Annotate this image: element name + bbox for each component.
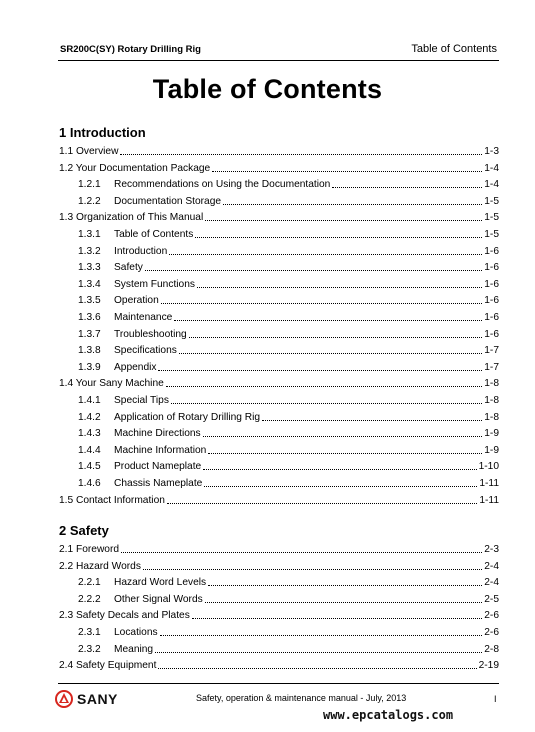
toc-entry-number: 1.3.9 [78,361,101,373]
toc-entry[interactable] [78,391,499,407]
toc-entry-title: Troubleshooting [114,328,187,340]
toc-entry-page: 1-6 [484,328,499,340]
dot-leader [212,171,482,172]
brand-name: SANY [77,691,118,707]
toc-entry-number: 1.4.5 [78,461,101,473]
toc-entry[interactable] [78,325,499,341]
toc-entry-page: 1-9 [484,444,499,456]
toc-entry-number: 2.3.1 [78,627,101,638]
toc-entry-page: 2-6 [484,627,499,638]
toc-entry-page: 1-8 [484,411,499,423]
toc-entry[interactable] [78,291,499,307]
toc-entry-title: Documentation Storage [114,195,222,207]
toc-entry-title: Locations [114,627,158,638]
toc-entry-page: 1-7 [484,361,499,373]
toc-entry-number: 1.3.6 [78,312,101,323]
dot-leader [174,320,482,321]
toc-entry[interactable] [78,308,499,324]
toc-entry[interactable] [78,640,499,656]
dot-leader [205,220,482,221]
toc-entry[interactable] [78,573,499,589]
toc-entry-number: 1.3.5 [78,295,101,307]
footer-logo [55,690,118,708]
dot-leader [192,618,482,619]
toc-entry-number: 1.4.1 [78,395,101,406]
toc-entry-number: 1.3.4 [78,278,101,290]
dot-leader [167,503,477,504]
toc-entry[interactable] [78,242,499,258]
toc-entry-page: 1-6 [484,295,499,307]
toc-entry-title: Product Nameplate [114,461,202,473]
toc-entry-title: 1.1 Overview [59,146,119,157]
toc-entry-page: 1-6 [484,262,499,274]
dot-leader [145,270,482,271]
toc-entry[interactable] [59,491,499,507]
toc-entry[interactable] [78,457,499,473]
toc-entry-page: 1-3 [484,146,499,157]
toc-entry[interactable] [78,341,499,357]
toc-entry-page: 1-4 [484,162,499,174]
toc-entry[interactable] [78,258,499,274]
toc-entry-title: 1.2 Your Documentation Package [59,162,211,174]
dot-leader [208,453,482,454]
toc-entry-title: 1.4 Your Sany Machine [59,378,164,390]
toc-entry[interactable] [78,424,499,440]
toc-entry-number: 1.4.2 [78,411,101,423]
dot-leader [158,668,476,669]
dot-leader [205,602,483,603]
toc-entry-title: Recommendations on Using the Documentation [114,179,331,191]
toc-entry-title: Specifications [114,345,177,357]
toc-entry-page: 1-10 [478,461,499,473]
toc-entry-title: 1.5 Contact Information [59,494,165,506]
toc-entry[interactable] [78,358,499,374]
toc-entry-number: 1.3.1 [78,229,101,240]
toc-entry-title: Other Signal Words [114,593,203,605]
toc-entry[interactable] [78,623,499,639]
toc-entry[interactable] [78,225,499,241]
toc-entry-title: Table of Contents [114,229,194,240]
dot-leader [166,386,482,387]
toc-entry-page: 2-8 [484,643,499,655]
toc-entry-number: 1.3.3 [78,262,101,274]
toc-entry[interactable] [78,590,499,606]
toc-entry-number: 2.2.1 [78,577,101,589]
dot-leader [197,287,482,288]
toc-entry-title: Maintenance [114,312,173,323]
toc-entry-page: 1-5 [484,195,499,207]
toc-entry-number: 1.3.2 [78,245,101,257]
toc-entry-page: 2-5 [484,593,499,605]
page-title: Table of Contents [152,74,383,104]
section-heading: 2 Safety [59,523,109,538]
toc-entry-title: Safety [114,262,143,274]
toc-entry-title: 2.4 Safety Equipment [59,660,157,672]
toc-entry-page: 1-5 [484,229,499,240]
footer-manual-line: Safety, operation & maintenance manual - July, 2013 [196,693,407,703]
toc-entry[interactable] [59,557,499,573]
toc-entry-page: 1-11 [479,478,499,489]
toc-entry-title: Special Tips [114,395,169,406]
toc-entry-number: 1.2.1 [78,179,101,191]
header-rule [58,60,499,61]
toc-entry-page: 2-4 [484,577,499,589]
toc-entry-title: Appendix [114,361,157,373]
toc-entry-title: Machine Information [114,444,207,456]
toc-entry-number: 2.3.2 [78,643,101,655]
toc-entry-page: 1-8 [484,378,499,390]
toc-entry-number: 2.2.2 [78,593,101,605]
toc-entry[interactable] [78,441,499,457]
dot-leader [208,585,482,586]
toc-entry[interactable] [59,208,499,224]
dot-leader [161,303,483,304]
toc-entry-title: Application of Rotary Drilling Rig [114,411,261,423]
toc-entry-title: Meaning [114,643,154,655]
toc-entry-page: 1-8 [484,395,499,406]
toc-entry-title: 2.2 Hazard Words [59,560,141,572]
toc-entry[interactable] [78,192,499,208]
dot-leader [223,204,482,205]
dot-leader [189,337,483,338]
header-section-title: Table of Contents [411,43,497,55]
dot-leader [171,403,482,404]
header-doc-title: SR200C(SY) Rotary Drilling Rig [60,44,201,55]
footer-page-number: I [494,694,497,704]
toc-entry-page: 1-5 [484,212,499,224]
toc-entry-page: 1-6 [484,312,499,323]
dot-leader [158,370,482,371]
toc-entry[interactable] [59,142,499,158]
dot-leader [179,353,482,354]
toc-entry[interactable] [59,656,499,672]
toc-entry[interactable] [59,606,499,622]
toc-entry[interactable] [78,175,499,191]
dot-leader [160,635,483,636]
toc-entry[interactable] [59,540,499,556]
dot-leader [155,652,482,653]
dot-leader [203,469,476,470]
dot-leader [195,237,482,238]
watermark: www.epcatalogs.com [323,708,454,722]
footer-rule [58,683,499,684]
toc-entry[interactable] [59,159,499,175]
toc-entry-number: 1.4.4 [78,444,101,456]
toc-entry-page: 1-7 [484,345,499,357]
toc-entry-page: 1-6 [484,245,499,257]
toc-entry[interactable] [78,408,499,424]
toc-entry-page: 2-3 [484,544,499,555]
toc-entry-title: System Functions [114,278,195,290]
toc-entry-title: Introduction [114,245,168,257]
dot-leader [169,254,482,255]
toc-entry-page: 2-19 [478,660,499,672]
toc-entry-page: 2-4 [484,560,499,572]
toc-entry-title: 2.1 Foreword [59,544,120,555]
toc-entry[interactable] [78,474,499,490]
toc-entry-number: 1.3.7 [78,328,101,340]
toc-entry[interactable] [59,374,499,390]
dot-leader [120,154,482,155]
toc-entry-title: 1.3 Organization of This Manual [59,212,204,224]
toc-entry-page: 1-6 [484,278,499,290]
toc-entry[interactable] [78,275,499,291]
sany-logo-icon [55,690,73,708]
toc-entry-page: 1-4 [484,179,499,191]
dot-leader [332,187,482,188]
dot-leader [204,486,477,487]
toc-entry-number: 1.3.8 [78,345,101,357]
toc-entry-title: Hazard Word Levels [114,577,207,589]
toc-entry-title: Machine Directions [114,428,201,440]
dot-leader [121,552,482,553]
toc-entry-number: 1.4.6 [78,478,101,489]
toc-entry-page: 2-6 [484,610,499,622]
toc-entry-page: 1-11 [479,494,499,506]
dot-leader [203,436,483,437]
toc-entry-title: Chassis Nameplate [114,478,203,489]
toc-entry-title: Operation [114,295,159,307]
toc-entry-number: 1.4.3 [78,428,101,440]
dot-leader [143,569,482,570]
toc-entry-title: 2.3 Safety Decals and Plates [59,610,190,622]
dot-leader [262,420,482,421]
toc-entry-page: 1-9 [484,428,499,440]
toc-entry-number: 1.2.2 [78,195,101,207]
section-heading: 1 Introduction [59,125,146,140]
